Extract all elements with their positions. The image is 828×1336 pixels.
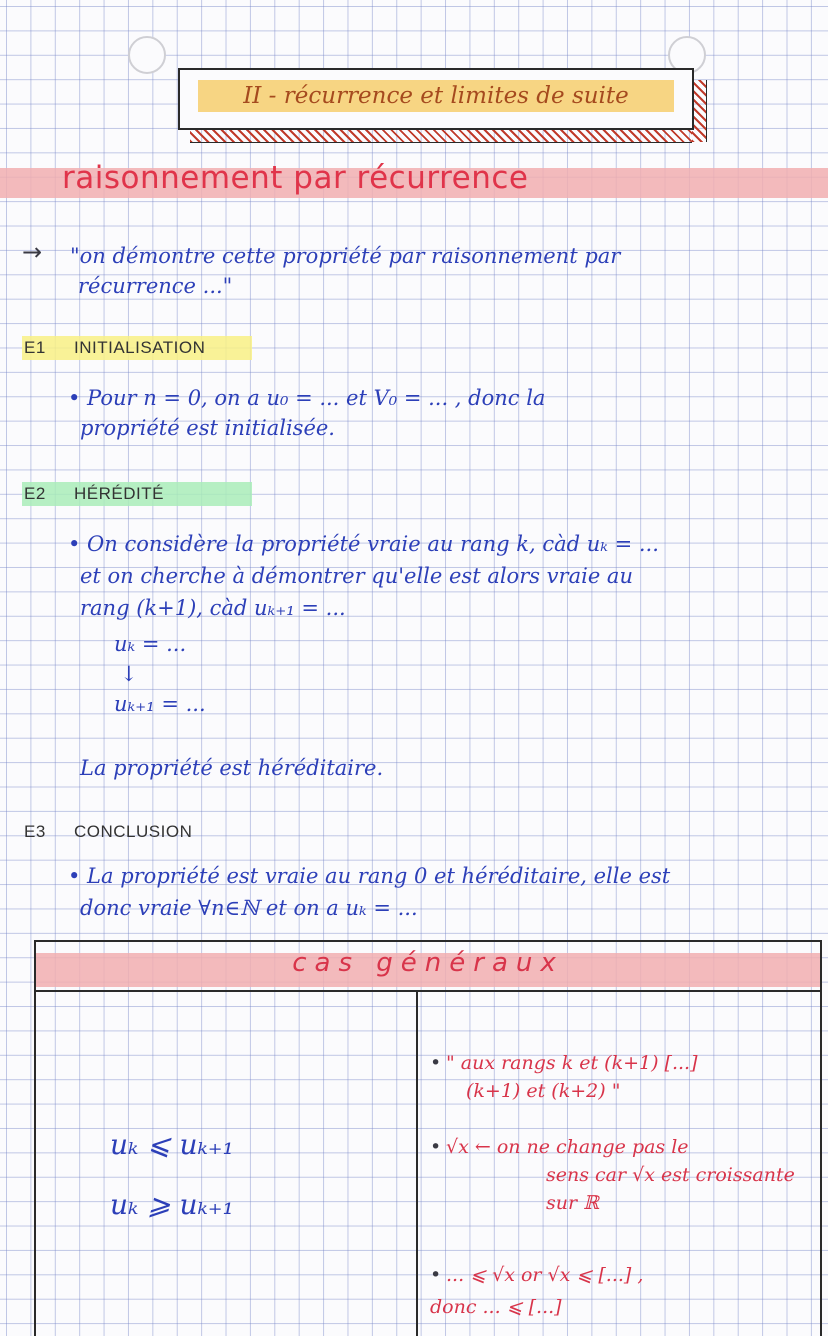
table-header-divider	[34, 990, 822, 992]
table-left-row-1: uₖ ⩽ uₖ₊₁	[110, 1128, 234, 1161]
step-1-line-2: propriété est initialisée.	[80, 416, 335, 440]
table-right-2-line-3: sur ℝ	[546, 1192, 599, 1214]
step-2-label: HÉRÉDITÉ	[74, 484, 164, 503]
table-right-bullet-1: •	[430, 1052, 442, 1074]
step-2-line-1: • On considère la propriété vraie au rang k, càd uₖ = ...	[68, 532, 659, 556]
step-3-line-1: • La propriété est vraie au rang 0 et héréditaire, elle est	[68, 864, 671, 888]
step-3-label: CONCLUSION	[74, 822, 193, 841]
step-1-label: INITIALISATION	[74, 338, 206, 357]
intro-line-1: "on démontre cette propriété par raisonnement par	[70, 244, 621, 268]
intro-line-2: récurrence ..."	[78, 274, 233, 298]
step-2-conclusion: La propriété est héréditaire.	[80, 756, 384, 780]
title-box-shadow-side	[692, 80, 707, 142]
step-1-line-1: • Pour n = 0, on a u₀ = ... et V₀ = ... , donc la	[68, 386, 546, 410]
table-right-bullet-2: •	[430, 1136, 442, 1158]
step-2-line-3: rang (k+1), càd uₖ₊₁ = ...	[80, 596, 346, 620]
step-3-line-2: donc vraie ∀n∈ℕ et on a uₖ = ...	[80, 896, 418, 920]
table-left-row-2: uₖ ⩾ uₖ₊₁	[110, 1188, 234, 1221]
section-heading: raisonnement par récurrence	[62, 160, 529, 196]
step-2-schema-bottom: uₖ₊₁ = ...	[114, 692, 206, 716]
step-2-code: E2	[24, 484, 46, 503]
step-2-schema-arrow: ↓	[120, 662, 138, 686]
table-column-divider	[416, 990, 418, 1336]
table-right-1-line-1: " aux rangs k et (k+1) [...]	[446, 1052, 698, 1074]
table-right-3-line-1: ... ⩽ √x or √x ⩽ [...] ,	[446, 1264, 644, 1286]
table-right-1-line-2: (k+1) et (k+2) "	[466, 1080, 621, 1102]
page-title: II - récurrence et limites de suite	[243, 83, 629, 109]
step-1-code: E1	[24, 338, 46, 357]
table-right-bullet-3: •	[430, 1264, 442, 1286]
title-box-shadow	[190, 128, 692, 143]
step-3-code: E3	[24, 822, 46, 841]
punch-hole-left	[128, 36, 166, 74]
step-2-line-2: et on cherche à démontrer qu'elle est alors vraie au	[80, 564, 633, 588]
intro-arrow: →	[22, 238, 43, 266]
table-right-2-line-1: √x ← on ne change pas le	[446, 1136, 689, 1158]
table-right-3-line-2: donc ... ⩽ [...]	[430, 1296, 562, 1318]
table-title: cas généraux	[292, 948, 564, 978]
step-2-schema-top: uₖ = ...	[114, 632, 187, 656]
table-right-2-line-2: sens car √x est croissante	[546, 1164, 795, 1186]
